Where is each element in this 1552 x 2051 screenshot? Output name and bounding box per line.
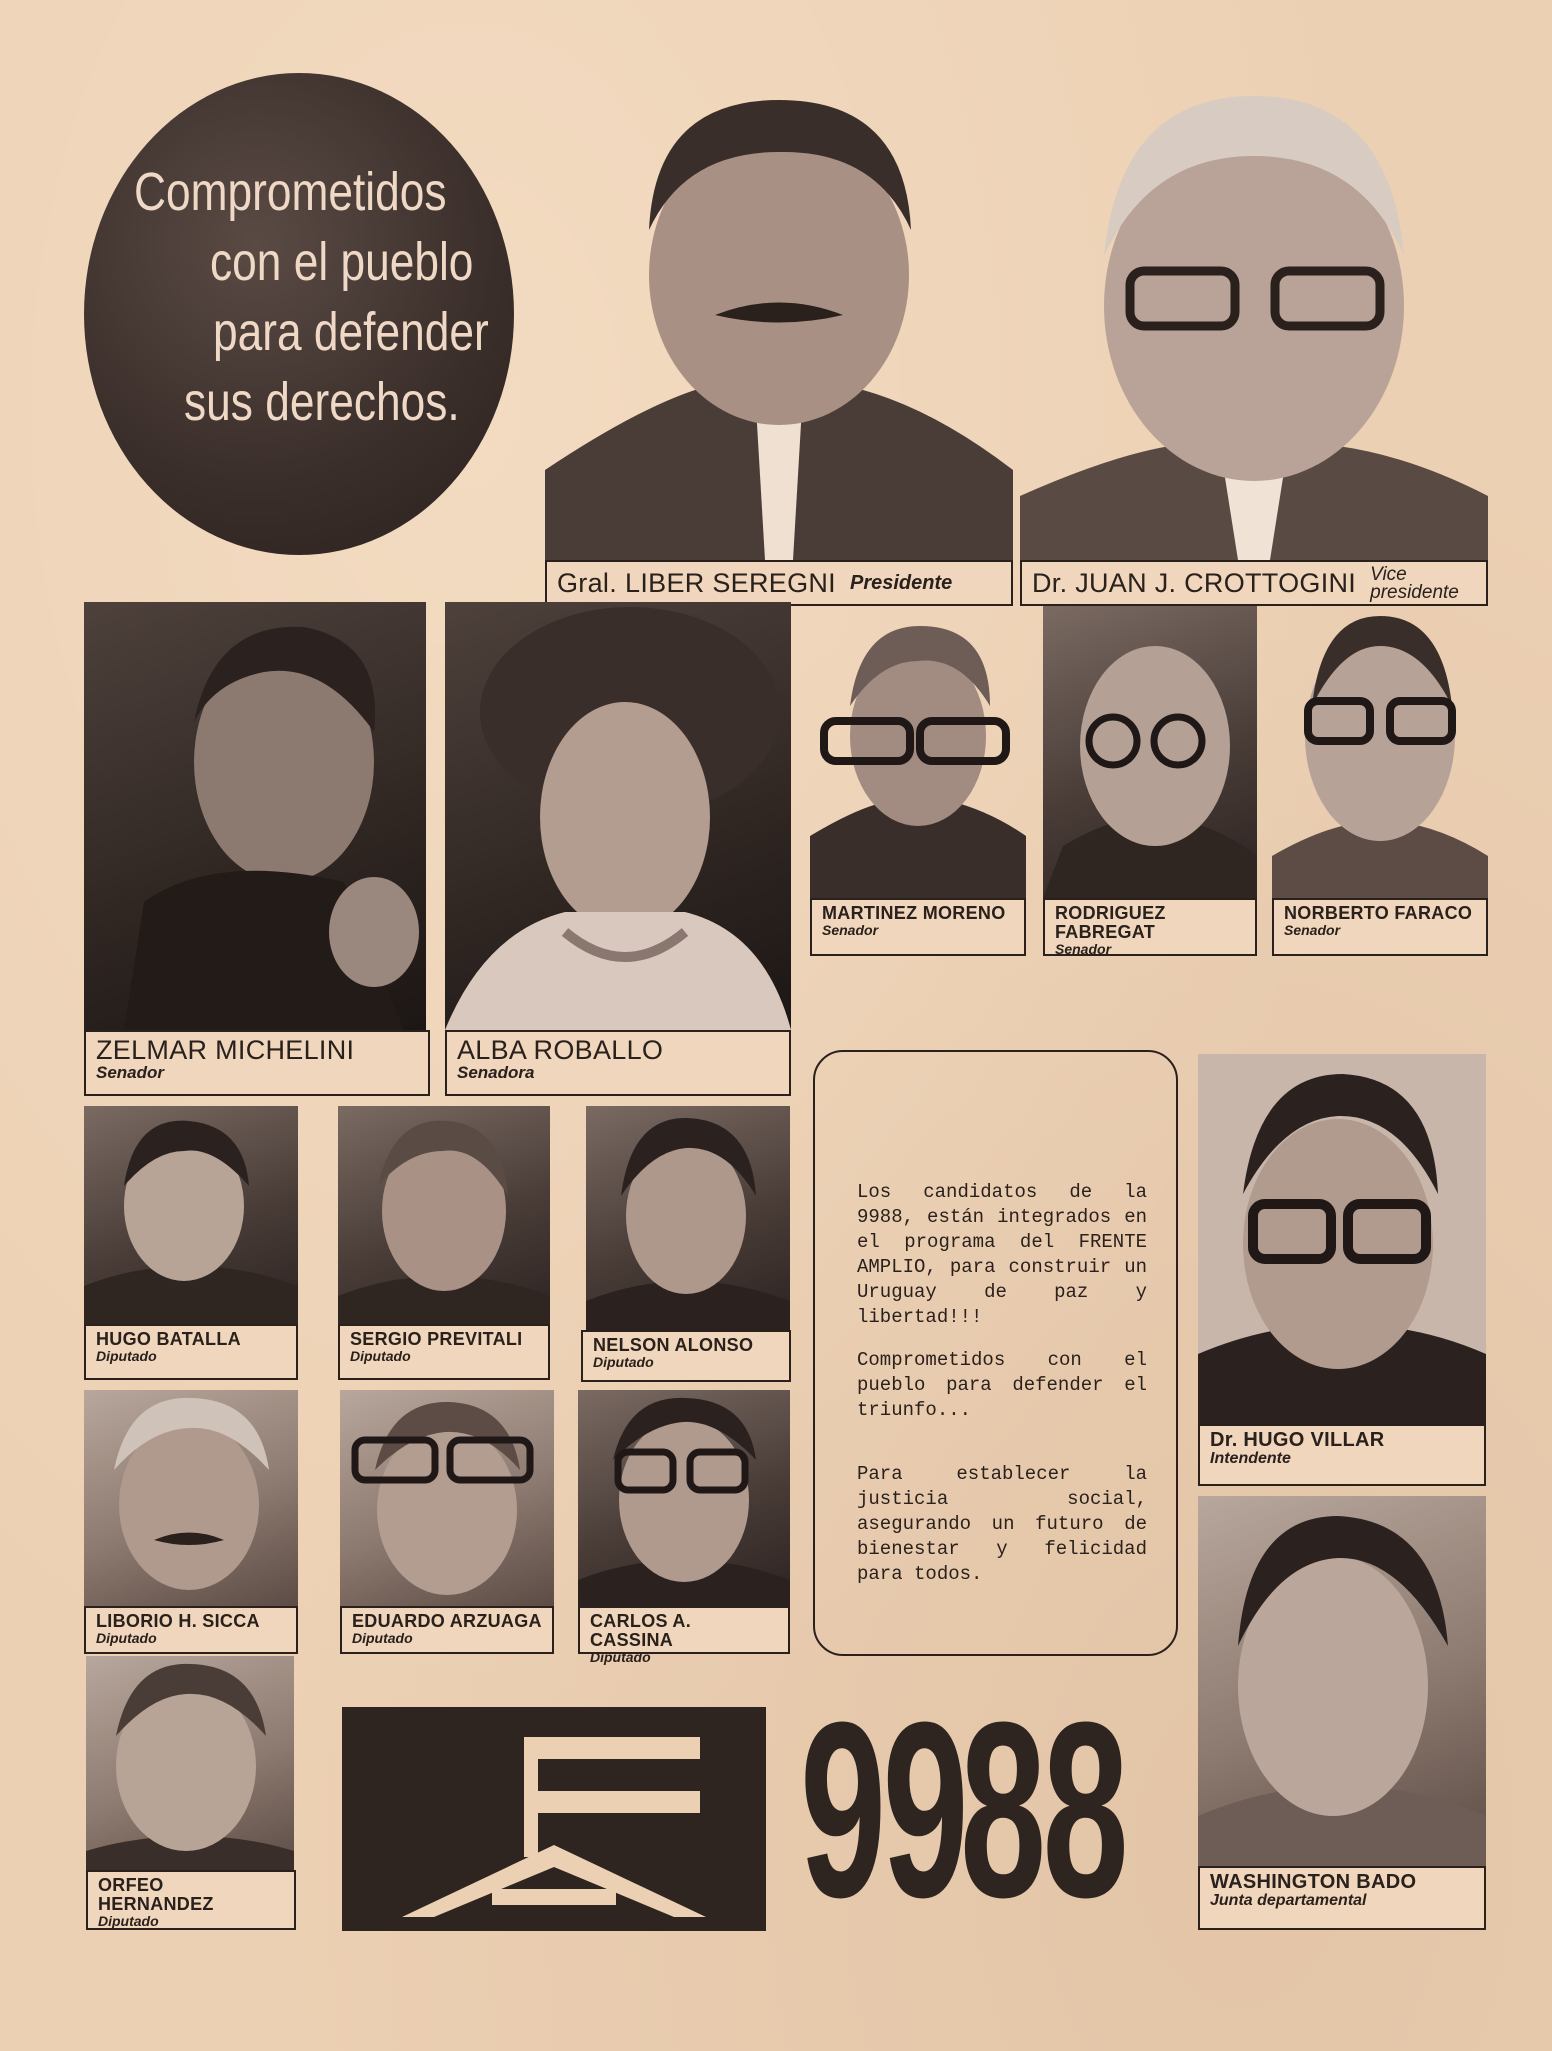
portrait-photo-icon	[578, 1390, 790, 1606]
sicca-photo	[84, 1390, 298, 1606]
frente-amplio-logo-icon	[342, 1707, 766, 1931]
list-number-right: 88	[960, 1670, 1125, 1949]
portrait-photo-icon	[338, 1106, 550, 1324]
seregni-prefix: Gral.	[557, 567, 618, 598]
michelini-photo	[84, 602, 426, 1030]
sicca-name: LIBORIO H. SICCA	[96, 1611, 260, 1631]
arzuaga-role: Diputado	[352, 1629, 413, 1646]
cassina-name: CARLOS A. CASSINA	[590, 1611, 692, 1650]
crottogini-name: Dr. JUAN J. CROTTOGINI	[1032, 568, 1357, 599]
slogan-line-4: sus derechos.	[184, 372, 460, 432]
martinez-moreno-name: MARTINEZ MORENO	[822, 903, 1006, 923]
alonso-photo	[586, 1106, 790, 1330]
bado-name: WASHINGTON BADO	[1210, 1871, 1417, 1893]
faraco-photo	[1272, 606, 1488, 898]
michelini-name: ZELMAR MICHELINI	[96, 1035, 355, 1065]
slogan-line-3: para defender	[213, 302, 489, 362]
bado-photo	[1198, 1496, 1486, 1866]
portrait-photo-icon	[84, 602, 426, 1030]
roballo-photo	[445, 602, 791, 1030]
bado-role: Junta departamental	[1210, 1892, 1367, 1909]
message-box	[813, 1050, 1178, 1656]
faraco-role: Senador	[1284, 921, 1341, 938]
villar-photo	[1198, 1054, 1486, 1424]
faraco-name: NORBERTO FARACO	[1284, 903, 1473, 923]
batalla-name: HUGO BATALLA	[96, 1329, 241, 1349]
portrait-photo-icon	[1020, 66, 1488, 560]
seregni-photo	[545, 60, 1013, 560]
faraco-caption	[1272, 898, 1488, 956]
rodriguez-fabregat-name: RODRIGUEZ FABREGAT	[1055, 903, 1166, 942]
martinez-moreno-photo	[810, 606, 1026, 898]
hernandez-name: ORFEO HERNANDEZ	[98, 1875, 214, 1914]
seregni-name: LIBER SEREGNI	[625, 567, 836, 598]
seregni-caption	[545, 560, 1013, 606]
hernandez-role: Diputado	[98, 1912, 159, 1929]
previtali-caption	[338, 1324, 550, 1380]
slogan-line-2: con el pueblo	[210, 232, 474, 292]
portrait-photo-icon	[1198, 1054, 1486, 1424]
arzuaga-caption	[340, 1606, 554, 1654]
previtali-role: Diputado	[350, 1347, 411, 1364]
crottogini-role-line1: Vice	[1370, 563, 1407, 585]
batalla-caption	[84, 1324, 298, 1380]
alonso-name: NELSON ALONSO	[593, 1335, 754, 1355]
cassina-photo	[578, 1390, 790, 1606]
message-paragraph-1: Los candidatos de la 9988, están integrados en el programa del FRENTE AMPLIO, para construir un Uruguay de paz y libertad!!!	[857, 1181, 1147, 1328]
portrait-photo-icon	[86, 1656, 294, 1870]
crottogini-photo	[1020, 66, 1488, 560]
villar-role: Intendente	[1210, 1450, 1291, 1467]
message-paragraph-2: Comprometidos con el pueblo para defender el triunfo...	[857, 1349, 1147, 1421]
michelini-caption	[84, 1030, 430, 1096]
crottogini-caption	[1020, 560, 1488, 606]
frente-amplio-logo	[342, 1707, 766, 1931]
arzuaga-name: EDUARDO ARZUAGA	[352, 1611, 542, 1631]
rodriguez-fabregat-role: Senador	[1055, 940, 1112, 957]
roballo-name: ALBA ROBALLO	[457, 1035, 664, 1065]
portrait-photo-icon	[586, 1106, 790, 1330]
seregni-role: Presidente	[849, 571, 953, 594]
portrait-photo-icon	[84, 1106, 298, 1324]
villar-name: Dr. HUGO VILLAR	[1210, 1429, 1385, 1451]
sicca-role: Diputado	[96, 1629, 157, 1646]
sicca-caption	[84, 1606, 298, 1654]
hernandez-photo	[86, 1656, 294, 1870]
crottogini-role-line2: presidente	[1370, 581, 1459, 603]
slogan-line-1: Comprometidos	[134, 162, 447, 222]
portrait-photo-icon	[1043, 606, 1257, 898]
rodriguez-fabregat-caption	[1043, 898, 1257, 956]
villar-caption	[1198, 1424, 1486, 1486]
arzuaga-photo	[340, 1390, 554, 1606]
alonso-caption	[581, 1330, 791, 1382]
portrait-photo-icon	[84, 1390, 298, 1606]
list-number-left: 99	[800, 1670, 965, 1949]
alonso-role: Diputado	[593, 1353, 654, 1370]
portrait-photo-icon	[445, 602, 791, 1030]
cassina-caption	[578, 1606, 790, 1665]
hernandez-caption	[86, 1870, 296, 1930]
previtali-photo	[338, 1106, 550, 1324]
roballo-role: Senadora	[457, 1063, 535, 1083]
portrait-photo-icon	[1198, 1496, 1486, 1866]
batalla-role: Diputado	[96, 1347, 157, 1364]
message-paragraph-3: Para establecer la justicia social, asegurando un futuro de bienestar y felicidad para todos.	[857, 1463, 1147, 1585]
martinez-moreno-caption	[810, 898, 1026, 956]
bado-caption	[1198, 1866, 1486, 1930]
cassina-role: Diputado	[590, 1648, 651, 1665]
portrait-photo-icon	[1272, 606, 1488, 898]
portrait-photo-icon	[810, 606, 1026, 898]
roballo-caption	[445, 1030, 791, 1096]
previtali-name: SERGIO PREVITALI	[350, 1329, 523, 1349]
portrait-photo-icon	[545, 60, 1013, 560]
michelini-role: Senador	[96, 1063, 165, 1083]
rodriguez-fabregat-photo	[1043, 606, 1257, 898]
martinez-moreno-role: Senador	[822, 921, 879, 938]
batalla-photo	[84, 1106, 298, 1324]
portrait-photo-icon	[340, 1390, 554, 1606]
